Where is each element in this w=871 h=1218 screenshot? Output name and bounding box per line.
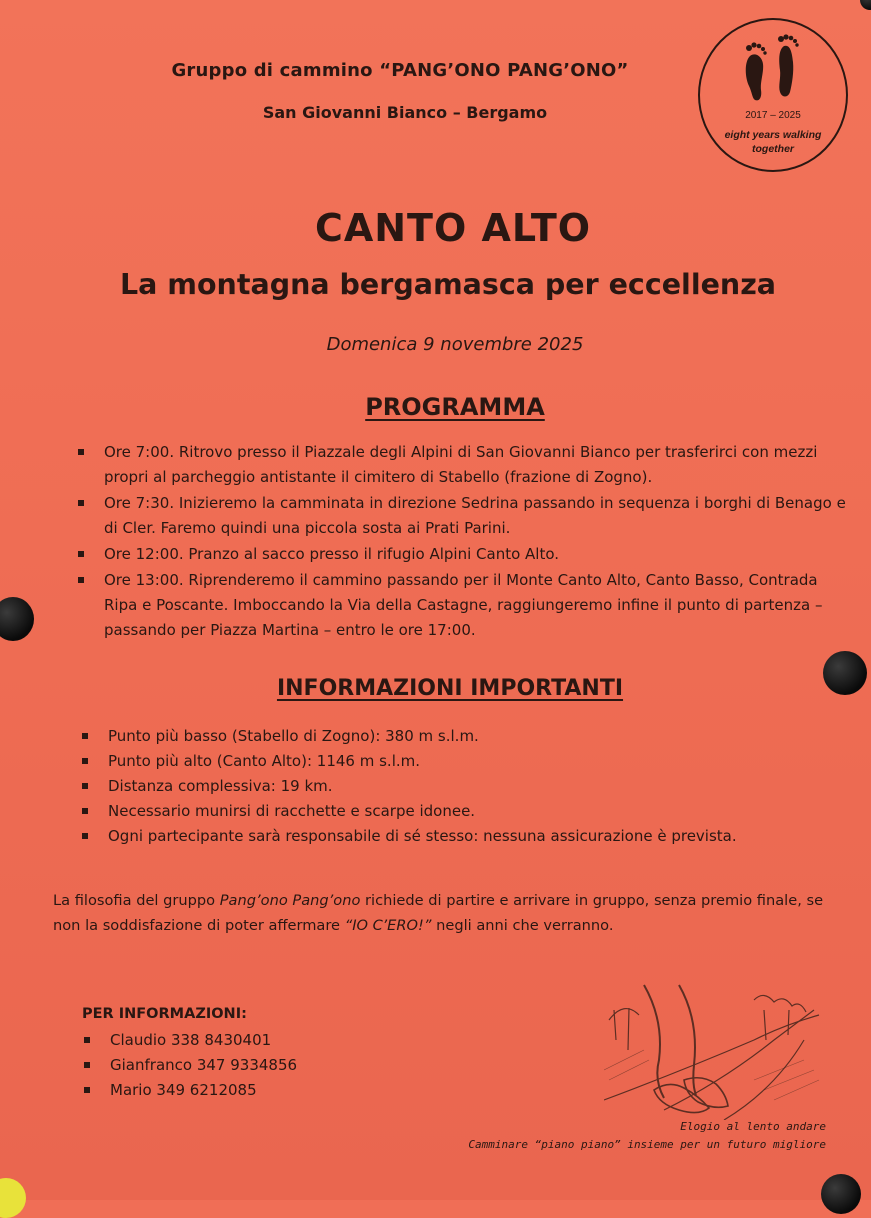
- philosophy-paragraph: [53, 888, 853, 938]
- page-subtitle: La montagna bergamasca per eccellenza: [119, 268, 777, 301]
- philosophy-text-middle: richiede di partire e arrivare in gruppo, senza premio finale, se non la soddisfazione di poter affermare: [53, 892, 824, 934]
- list-item: Ore 7:30. Inizieremo la camminata in direzione Sedrina passando in sequenza i borghi di Benago e di Cler. Faremo quindi una piccola sosta ai Prati Parini.: [104, 491, 852, 541]
- footer-motto: Camminare “piano piano” insieme per un futuro migliore: [468, 1138, 826, 1151]
- badge-motto-line1: eight years walking: [724, 129, 822, 141]
- io-cero-quote: “IO C’ERO!”: [344, 917, 432, 934]
- list-item: Distanza complessiva: 19 km.: [108, 774, 808, 799]
- anniversary-badge: [698, 18, 848, 172]
- group-name-italic: Pang’ono Pang’ono: [219, 892, 361, 909]
- badge-motto-line2: together: [752, 143, 794, 156]
- badge-motto: [714, 128, 832, 156]
- list-item: Ore 12:00. Pranzo al sacco presso il rifugio Alpini Canto Alto.: [104, 542, 852, 567]
- informazioni-heading: INFORMAZIONI IMPORTANTI: [276, 676, 624, 701]
- list-item: Punto più alto (Canto Alto): 1146 m s.l.m.: [108, 749, 808, 774]
- contacts-title: PER INFORMAZIONI:: [82, 1006, 247, 1022]
- contact-item: Mario 349 6212085: [110, 1078, 410, 1103]
- page-title: CANTO ALTO: [314, 206, 592, 250]
- contact-item: Claudio 338 8430401: [110, 1028, 410, 1053]
- event-date: Domenica 9 novembre 2025: [326, 334, 584, 355]
- list-item: Ore 13:00. Riprenderemo il cammino passando per il Monte Canto Alto, Canto Basso, Contrada Ripa e Poscante. Imboccando la Via della Castagne, raggiungeremo infine il punto di partenza – passando per Piazza Martina – entro le ore 17:00.: [104, 568, 852, 643]
- philosophy-text-before: La filosofia del gruppo: [53, 892, 220, 909]
- contact-item: Gianfranco 347 9334856: [110, 1053, 410, 1078]
- programma-list: [104, 440, 852, 644]
- list-item: Ore 7:00. Ritrovo presso il Piazzale degli Alpini di San Giovanni Bianco per trasferirci con mezzi propri al parcheggio antistante il cimitero di Stabello (frazione di Zogno).: [104, 440, 852, 490]
- informazioni-list: [108, 724, 808, 849]
- programma-heading: PROGRAMMA: [365, 393, 545, 421]
- list-item: Punto più basso (Stabello di Zogno): 380 m s.l.m.: [108, 724, 808, 749]
- contacts-list: [110, 1028, 410, 1103]
- magnet: [821, 1174, 861, 1214]
- footer-caption: Elogio al lento andare: [680, 1120, 826, 1133]
- list-item: Ogni partecipante sarà responsabile di sé stesso: nessuna assicurazione è prevista.: [108, 824, 808, 849]
- badge-years: 2017 – 2025: [745, 110, 801, 121]
- list-item: Necessario munirsi di racchette e scarpe idonee.: [108, 799, 808, 824]
- group-name: Gruppo di cammino “PANG’ONO PANG’ONO”: [171, 60, 629, 81]
- group-place: San Giovanni Bianco – Bergamo: [262, 103, 548, 122]
- footprints-icon: [740, 34, 802, 104]
- walking-feet-sketch: [604, 980, 824, 1120]
- philosophy-text-after: negli anni che verranno.: [431, 917, 614, 934]
- magnet: [823, 651, 867, 695]
